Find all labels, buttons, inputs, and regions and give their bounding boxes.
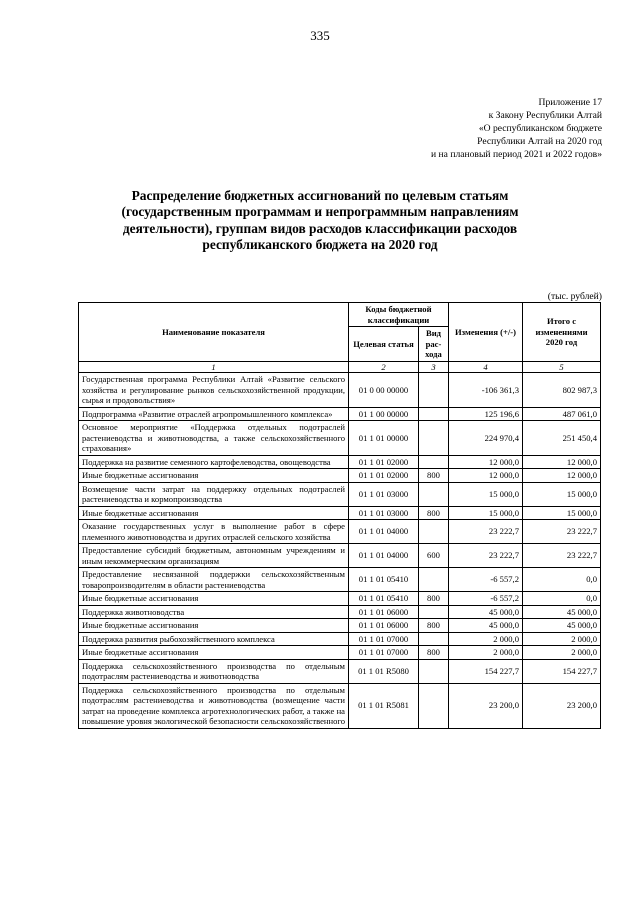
row-change: 12 000,0 bbox=[449, 455, 523, 469]
row-expense-type bbox=[419, 568, 449, 592]
row-total: 0,0 bbox=[523, 592, 601, 606]
header-target: Целевая статья bbox=[349, 327, 419, 362]
row-change: 2 000,0 bbox=[449, 646, 523, 660]
table-row bbox=[79, 568, 601, 592]
row-change: 45 000,0 bbox=[449, 619, 523, 633]
row-expense-type bbox=[419, 683, 449, 728]
row-expense-type bbox=[419, 482, 449, 506]
table-row bbox=[79, 455, 601, 469]
row-expense-type bbox=[419, 520, 449, 544]
table-row bbox=[79, 683, 601, 728]
title-line: деятельности), группам видов расходов классификации расходов bbox=[122, 220, 518, 236]
row-total: 12 000,0 bbox=[523, 469, 601, 483]
row-change: -106 361,3 bbox=[449, 373, 523, 408]
row-total: 45 000,0 bbox=[523, 605, 601, 619]
row-total: 802 987,3 bbox=[523, 373, 601, 408]
row-change: 154 227,7 bbox=[449, 659, 523, 683]
table-row bbox=[79, 421, 601, 456]
row-name: Предоставление субсидий бюджетным, автономным учреждениям и иным некоммерческим организациям bbox=[79, 544, 349, 568]
row-change: 23 200,0 bbox=[449, 683, 523, 728]
row-expense-type: 800 bbox=[419, 592, 449, 606]
row-name: Поддержка животноводства bbox=[79, 605, 349, 619]
row-name: Поддержка на развитие семенного картофелеводства, овощеводства bbox=[79, 455, 349, 469]
header-codes: Коды бюджетной классификации bbox=[349, 303, 449, 327]
row-change: 15 000,0 bbox=[449, 506, 523, 520]
row-target-code: 01 1 01 04000 bbox=[349, 520, 419, 544]
col-index: 4 bbox=[449, 361, 523, 373]
row-name: Оказание государственных услуг в выполнение работ в сфере племенного животноводства и других отраслей сельского хозяйства bbox=[79, 520, 349, 544]
page-number: 335 bbox=[310, 28, 330, 43]
row-change: 12 000,0 bbox=[449, 469, 523, 483]
row-name: Поддержка сельскохозяйственного производства по отдельным подотраслям растениеводства и животноводства (возмещение части затрат на проведение комплекса агротехнологических работ, а также на повышение уровня экологической безопасности сельскохозяйственного bbox=[79, 683, 349, 728]
annex-reference bbox=[431, 96, 602, 161]
annex-line: Республики Алтай на 2020 год bbox=[477, 136, 602, 147]
row-target-code: 01 1 01 05410 bbox=[349, 592, 419, 606]
table-row bbox=[79, 520, 601, 544]
table-row bbox=[79, 592, 601, 606]
row-target-code: 01 1 01 07000 bbox=[349, 632, 419, 646]
header-name: Наименование показателя bbox=[79, 303, 349, 362]
row-target-code: 01 1 01 06000 bbox=[349, 605, 419, 619]
row-total: 251 450,4 bbox=[523, 421, 601, 456]
header-total: Итого с изменениями 2020 год bbox=[523, 303, 601, 362]
units-label: (тыс. рублей) bbox=[547, 291, 602, 302]
row-change: 125 196,6 bbox=[449, 407, 523, 421]
col-index: 2 bbox=[349, 361, 419, 373]
row-change: 224 970,4 bbox=[449, 421, 523, 456]
col-index: 5 bbox=[523, 361, 601, 373]
table-row bbox=[79, 407, 601, 421]
row-name: Иные бюджетные ассигнования bbox=[79, 469, 349, 483]
row-target-code: 01 1 01 03000 bbox=[349, 506, 419, 520]
row-name: Иные бюджетные ассигнования bbox=[79, 646, 349, 660]
row-total: 15 000,0 bbox=[523, 482, 601, 506]
row-total: 12 000,0 bbox=[523, 455, 601, 469]
table-row bbox=[79, 482, 601, 506]
row-change: -6 557,2 bbox=[449, 592, 523, 606]
row-name: Подпрограмма «Развитие отраслей агропромышленного комплекса» bbox=[79, 407, 349, 421]
row-total: 15 000,0 bbox=[523, 506, 601, 520]
title-line: республиканского бюджета на 2020 год bbox=[202, 236, 438, 252]
row-target-code: 01 1 00 00000 bbox=[349, 407, 419, 421]
row-change: 23 222,7 bbox=[449, 520, 523, 544]
row-expense-type: 800 bbox=[419, 646, 449, 660]
row-target-code: 01 1 01 R5080 bbox=[349, 659, 419, 683]
table-row bbox=[79, 632, 601, 646]
header-vr: Вид рас-хода bbox=[419, 327, 449, 362]
row-name: Иные бюджетные ассигнования bbox=[79, 619, 349, 633]
table-row bbox=[79, 605, 601, 619]
row-name: Основное мероприятие «Поддержка отдельных подотраслей растениеводства и животноводства, а также сельскохозяйственного страхования» bbox=[79, 421, 349, 456]
row-expense-type: 800 bbox=[419, 619, 449, 633]
row-target-code: 01 1 01 03000 bbox=[349, 482, 419, 506]
title-line: (государственным программам и непрограммным направлениям bbox=[121, 204, 519, 220]
row-name: Возмещение части затрат на поддержку отдельных подотраслей растениеводства и кормопроизводства bbox=[79, 482, 349, 506]
row-expense-type bbox=[419, 632, 449, 646]
annex-line: Приложение 17 bbox=[538, 97, 602, 108]
row-change: 23 222,7 bbox=[449, 544, 523, 568]
row-target-code: 01 1 01 02000 bbox=[349, 455, 419, 469]
row-expense-type bbox=[419, 659, 449, 683]
table-row bbox=[79, 506, 601, 520]
annex-line: «О республиканском бюджете bbox=[478, 123, 602, 134]
row-expense-type bbox=[419, 407, 449, 421]
row-change: -6 557,2 bbox=[449, 568, 523, 592]
row-change: 45 000,0 bbox=[449, 605, 523, 619]
table-row bbox=[79, 619, 601, 633]
col-index: 1 bbox=[79, 361, 349, 373]
row-target-code: 01 1 01 06000 bbox=[349, 619, 419, 633]
row-target-code: 01 1 01 00000 bbox=[349, 421, 419, 456]
row-expense-type bbox=[419, 605, 449, 619]
row-total: 23 222,7 bbox=[523, 520, 601, 544]
annex-line: к Закону Республики Алтай bbox=[488, 110, 602, 121]
col-index: 3 bbox=[419, 361, 449, 373]
row-expense-type: 800 bbox=[419, 506, 449, 520]
row-expense-type: 800 bbox=[419, 469, 449, 483]
row-total: 487 061,0 bbox=[523, 407, 601, 421]
row-name: Иные бюджетные ассигнования bbox=[79, 592, 349, 606]
row-name: Предоставление несвязанной поддержки сельскохозяйственным товаропроизводителям в области растениеводства bbox=[79, 568, 349, 592]
row-name: Поддержка развития рыбохозяйственного комплекса bbox=[79, 632, 349, 646]
row-name: Иные бюджетные ассигнования bbox=[79, 506, 349, 520]
row-name: Поддержка сельскохозяйственного производства по отдельным подотраслям растениеводства и животноводства bbox=[79, 659, 349, 683]
table-row bbox=[79, 373, 601, 408]
row-name: Государственная программа Республики Алтай «Развитие сельского хозяйства и регулирование рынков сельскохозяйственной продукции, сырья и продовольствия» bbox=[79, 373, 349, 408]
row-target-code: 01 1 01 07000 bbox=[349, 646, 419, 660]
row-total: 2 000,0 bbox=[523, 632, 601, 646]
row-total: 154 227,7 bbox=[523, 659, 601, 683]
row-target-code: 01 1 01 04000 bbox=[349, 544, 419, 568]
title-line: Распределение бюджетных ассигнований по целевым статьям bbox=[131, 188, 509, 203]
table-row bbox=[79, 659, 601, 683]
row-expense-type: 600 bbox=[419, 544, 449, 568]
header-change: Изменения (+/-) bbox=[449, 303, 523, 362]
column-index-row bbox=[79, 361, 601, 373]
document-title bbox=[90, 188, 550, 253]
row-expense-type bbox=[419, 373, 449, 408]
annex-line: и на плановый период 2021 и 2022 годов» bbox=[431, 149, 602, 160]
row-change: 2 000,0 bbox=[449, 632, 523, 646]
row-target-code: 01 1 01 R5081 bbox=[349, 683, 419, 728]
row-target-code: 01 1 01 02000 bbox=[349, 469, 419, 483]
row-total: 23 222,7 bbox=[523, 544, 601, 568]
table-row bbox=[79, 544, 601, 568]
row-target-code: 01 1 01 05410 bbox=[349, 568, 419, 592]
row-total: 0,0 bbox=[523, 568, 601, 592]
row-expense-type bbox=[419, 455, 449, 469]
row-total: 23 200,0 bbox=[523, 683, 601, 728]
row-change: 15 000,0 bbox=[449, 482, 523, 506]
table-row bbox=[79, 646, 601, 660]
row-total: 45 000,0 bbox=[523, 619, 601, 633]
row-expense-type bbox=[419, 421, 449, 456]
row-total: 2 000,0 bbox=[523, 646, 601, 660]
table-row bbox=[79, 469, 601, 483]
budget-table bbox=[78, 302, 601, 729]
row-target-code: 01 0 00 00000 bbox=[349, 373, 419, 408]
